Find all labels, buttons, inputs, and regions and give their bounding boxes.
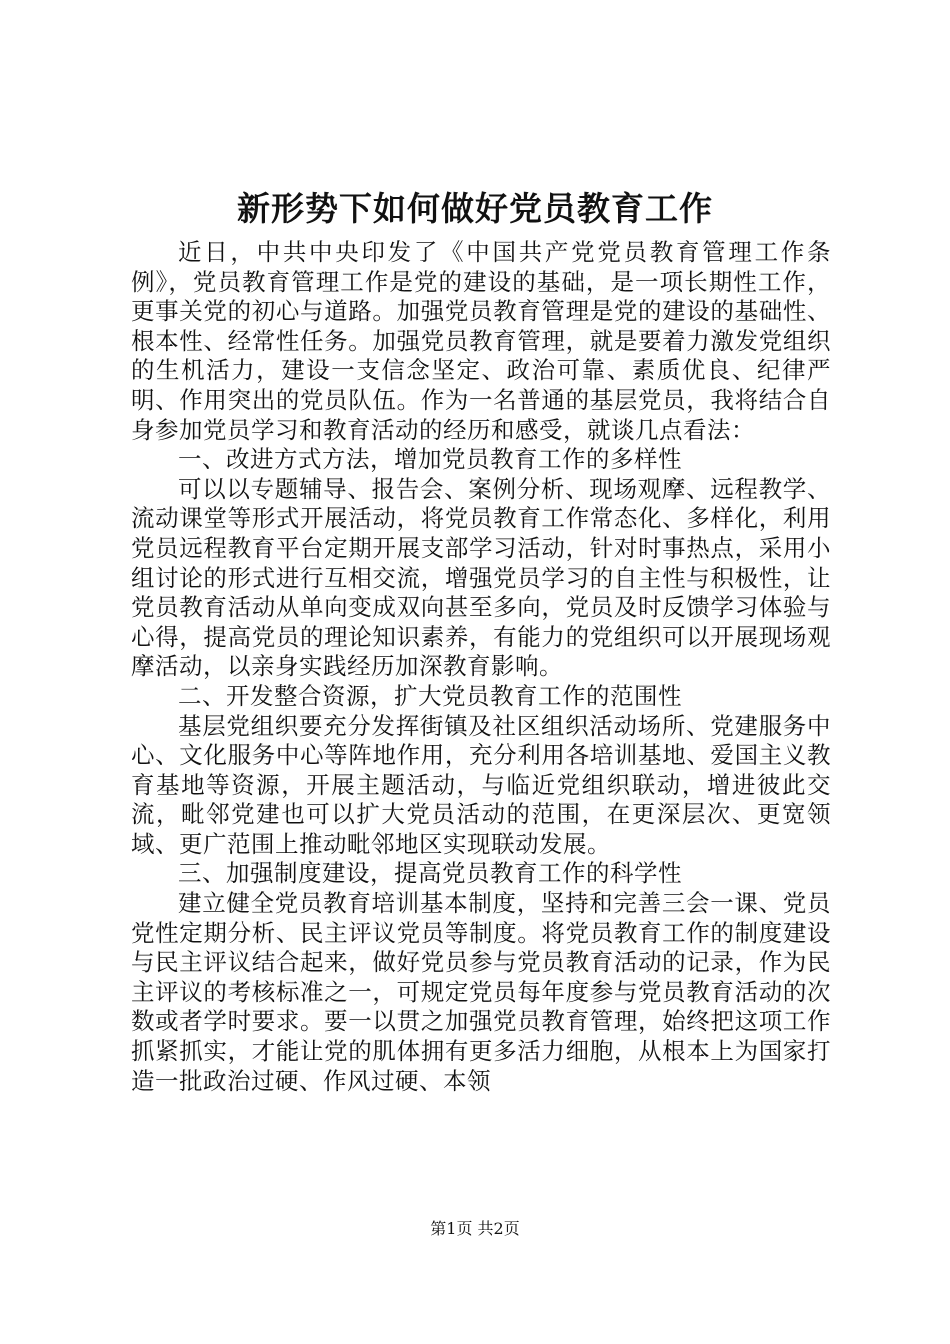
paragraph-intro: 近日，中共中央印发了《中国共产党党员教育管理工作条例》，党员教育管理工作是党的建设的基础，是一项长期性工作，更事关党的初心与道路。加强党员教育管理是党的建设的基础性、根本性、经常性任务。加强党员教育管理，就是要着力激发党组织的生机活力，建设一支信念坚定、政治可靠、素质优良、纪律严明、作用突出的党员队伍。作为一名普通的基层党员，我将结合自身参加党员学习和教育活动的经历和感受，就谈几点看法： <box>131 238 831 444</box>
section-heading-1: 一、改进方式方法，增加党员教育工作的多样性 <box>178 445 682 474</box>
paragraph-section-2: 基层党组织要充分发挥街镇及社区组织活动场所、党建服务中心、文化服务中心等阵地作用，充分利用各培训基地、爱国主义教育基地等资源，开展主题活动，与临近党组织联动，增进彼此交流，毗邻党建也可以扩大党员活动的范围，在更深层次、更宽领域、更广范围上推动毗邻地区实现联动发展。 <box>131 711 831 858</box>
section-heading-3: 三、加强制度建设，提高党员教育工作的科学性 <box>178 859 682 888</box>
document-body <box>131 238 831 1096</box>
paragraph-section-3: 建立健全党员教育培训基本制度，坚持和完善三会一课、党员党性定期分析、民主评议党员等制度。将党员教育工作的制度建设与民主评议结合起来，做好党员参与党员教育活动的记录，作为民主评议的考核标准之一，可规定党员每年度参与党员教育活动的次数或者学时要求。要一以贯之加强党员教育管理，始终把这项工作抓紧抓实，才能让党的肌体拥有更多活力细胞，从根本上为国家打造一批政治过硬、作风过硬、本领 <box>131 889 831 1095</box>
page-footer: 第1页 共2页 <box>430 1219 520 1238</box>
paragraph-section-1: 可以以专题辅导、报告会、案例分析、现场观摩、远程教学、流动课堂等形式开展活动，将党员教育工作常态化、多样化，利用党员远程教育平台定期开展支部学习活动，针对时事热点，采用小组讨论的形式进行互相交流，增强党员学习的自主性与积极性，让党员教育活动从单向变成双向甚至多向，党员及时反馈学习体验与心得，提高党员的理论知识素养，有能力的党组织可以开展现场观摩活动，以亲身实践经历加深教育影响。 <box>131 474 831 681</box>
document-title: 新形势下如何做好党员教育工作 <box>237 189 713 228</box>
section-heading-2: 二、开发整合资源，扩大党员教育工作的范围性 <box>178 681 682 710</box>
